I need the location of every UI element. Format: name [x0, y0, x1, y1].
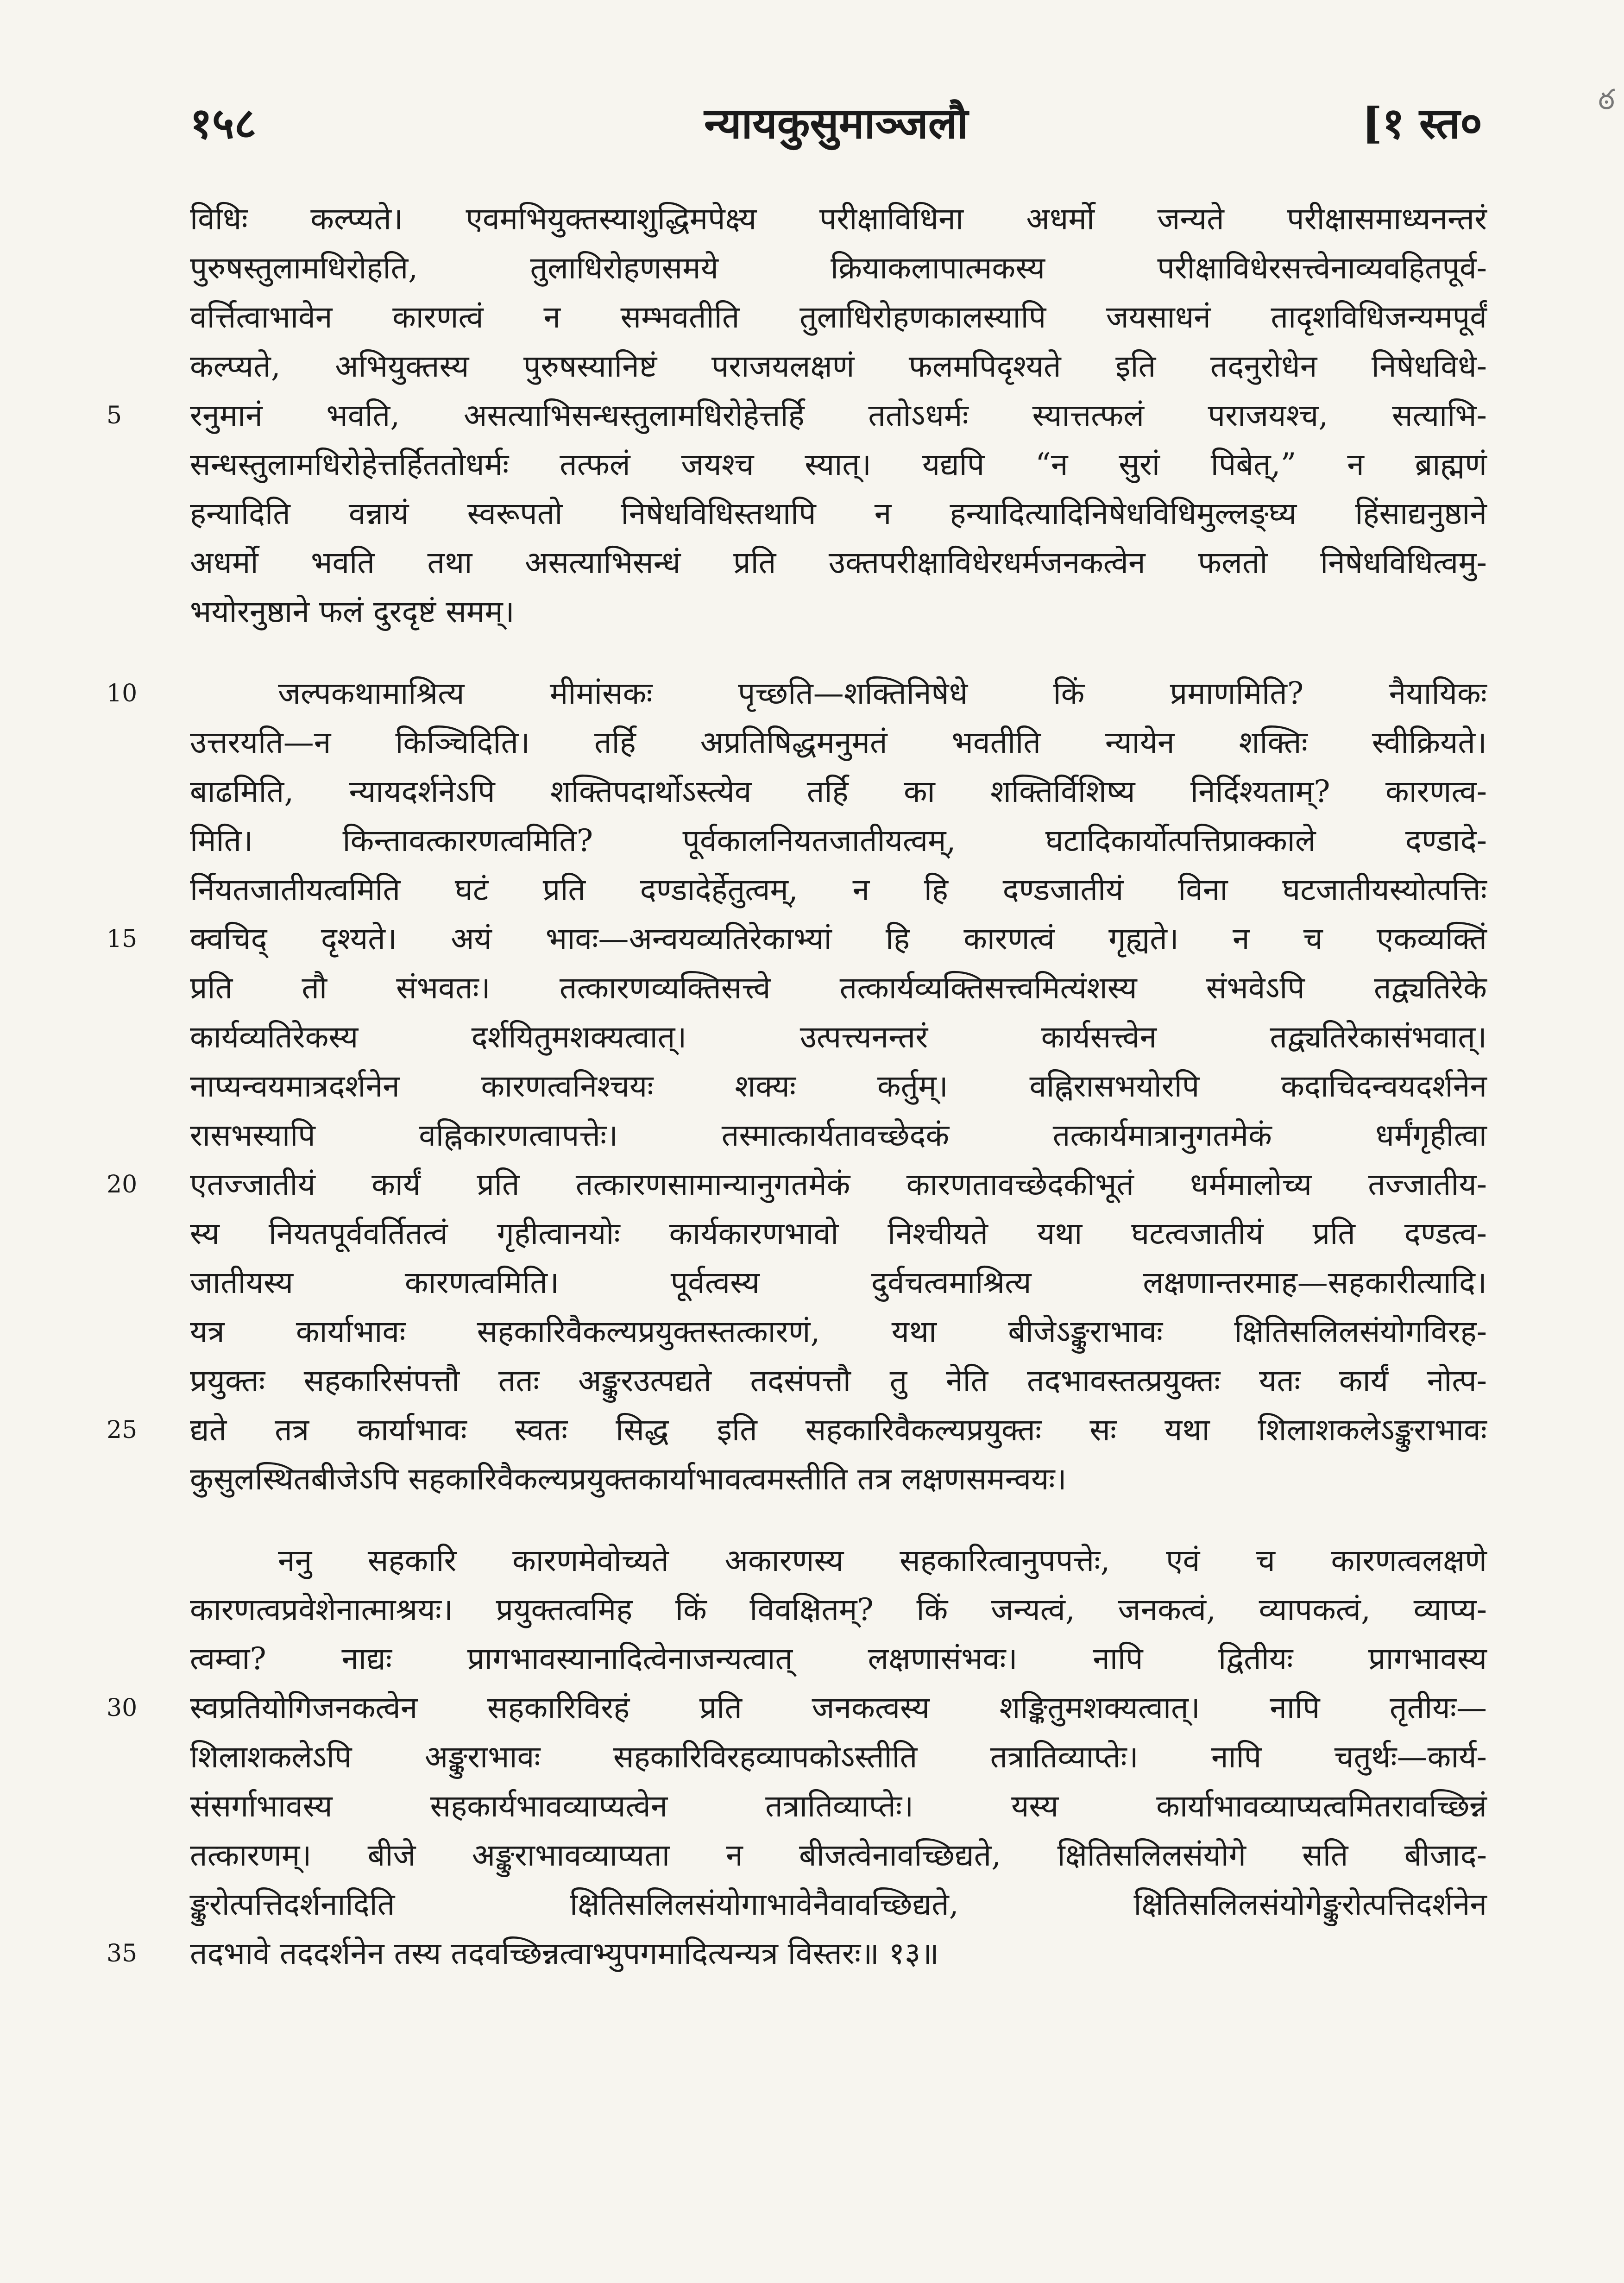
- line-text: प्रति तौ संभवतः। तत्कारणव्यक्तिसत्त्वे तत्कार्यव्यक्तिसत्त्वमित्यंशस्य संभवेऽपि तद्व्यतिरेके: [190, 970, 1487, 1006]
- line-text: हन्यादिति वन्नायं स्वरूपतो निषेधविधिस्तथापि न हन्यादित्यादिनिषेधविधिमुल्लङ्घ्य हिंसाद्यनुष्ठाने: [190, 496, 1487, 531]
- paragraph: [107, 195, 1487, 637]
- line-text: स्य नियतपूर्ववर्तितत्वं गृहीत्वानयोः कार्यकारणभावो निश्चीयते यथा घटत्वजातीयं प्रति दण्डत्व-: [190, 1216, 1487, 1251]
- page-number: १५८: [190, 98, 257, 148]
- line-text: विधिः कल्प्यते। एवमभियुक्तस्याशुद्धिमपेक्ष्य परीक्षाविधिना अधर्मो जन्यते परीक्षासमाध्यनन्तरं: [190, 201, 1487, 237]
- text-line: [190, 1209, 1487, 1258]
- text-line: [107, 669, 1487, 718]
- body-text: [107, 195, 1487, 1978]
- line-text: कल्प्यते, अभियुक्तस्य पुरुषस्यानिष्टं पराजयलक्षणं फलमपिदृश्यते इति तदनुरोधेन निषेधविधे-: [190, 348, 1487, 384]
- text-line: [190, 816, 1487, 865]
- line-text: क्वचिद् दृश्यते। अयं भावः—अन्वयव्यतिरेकाभ्यां हि कारणत्वं गृह्यते। न च एकव्यक्तिं: [190, 921, 1487, 957]
- text-line: [190, 865, 1487, 914]
- text-line: [190, 718, 1487, 767]
- line-number: 30: [107, 1694, 138, 1722]
- line-text: कार्यव्यतिरेकस्य दर्शयितुमशक्यत्वात्। उत्पत्त्यनन्तरं कार्यसत्त्वेन तद्व्यतिरेकासंभवात्।: [190, 1019, 1487, 1055]
- text-line: [190, 587, 1487, 637]
- page-title: न्यायकुसुमाञ्जलौ: [704, 98, 968, 148]
- text-line: [190, 1782, 1487, 1831]
- line-text: मिति। किन्तावत्कारणत्वमिति? पूर्वकालनियतजातीयत्वम्, घटादिकार्योत्पत्तिप्राक्काले दण्डादे-: [190, 823, 1487, 858]
- text-line: [190, 538, 1487, 587]
- line-text: उत्तरयति—न किञ्चिदिति। तर्हि अप्रतिषिद्धमनुमतं भवतीति न्यायेन शक्तिः स्वीक्रियते।: [190, 725, 1487, 760]
- text-line: [190, 440, 1487, 489]
- text-line: [190, 964, 1487, 1013]
- line-text: भयोरनुष्ठाने फलं दुरदृष्टं समम्।: [190, 594, 515, 630]
- line-text: नाप्यन्वयमात्रदर्शनेन कारणत्वनिश्चयः शक्यः कर्तुम्। वह्निरासभयोरपि कदाचिदन्वयदर्शनेन: [190, 1068, 1487, 1104]
- text-line: [190, 767, 1487, 816]
- text-line: [190, 1585, 1487, 1634]
- text-line: [190, 1831, 1487, 1880]
- line-text: द्यते तत्र कार्याभावः स्वतः सिद्ध इति सहकारिवैकल्यप्रयुक्तः सः यथा शिलाशकलेऽङ्कुराभावः: [190, 1412, 1487, 1448]
- line-text: जल्पकथामाश्रित्य मीमांसकः पृच्छति—शक्तिनिषेधे किं प्रमाणमिति? नैयायिकः: [278, 675, 1487, 711]
- margin-mark: ఠ: [1598, 83, 1615, 116]
- text-line: [190, 244, 1487, 293]
- text-line: [190, 195, 1487, 244]
- text-line: [190, 1455, 1487, 1504]
- line-number: 15: [107, 925, 138, 953]
- page-header: [190, 93, 1482, 162]
- line-number: 20: [107, 1171, 138, 1198]
- line-text: पुरुषस्तुलामधिरोहति, तुलाधिरोहणसमये क्रियाकलापात्मकस्य परीक्षाविधेरसत्त्वेनाव्यवहितपूर्व-: [190, 250, 1487, 286]
- text-line: [190, 1634, 1487, 1684]
- line-text: तदभावे तददर्शनेन तस्य तदवच्छिन्नत्वाभ्युपगमादित्यन्यत्र विस्तरः॥ १३॥: [190, 1936, 939, 1971]
- line-text: स्वप्रतियोगिजनकत्वेन सहकारिविरहं प्रति जनकत्वस्य शङ्कितुमशक्यत्वात्। नापि तृतीयः—: [190, 1690, 1487, 1726]
- text-line: [107, 1160, 1487, 1209]
- line-text: संसर्गाभावस्य सहकार्यभावव्याप्यत्वेन तत्रातिव्याप्तेः। यस्य कार्याभावव्याप्यत्वमितरावच्छिन्नं: [190, 1788, 1487, 1824]
- text-line: [190, 1536, 1487, 1585]
- text-line: [190, 1013, 1487, 1062]
- text-line: [190, 1307, 1487, 1356]
- line-text: सन्धस्तुलामधिरोहेत्तर्हिततोधर्मः तत्फलं जयश्च स्यात्। यद्यपि “न सुरां पिबेत्,” न ब्राह्मणं: [190, 447, 1487, 482]
- line-text: तत्कारणम्। बीजे अङ्कुराभावव्याप्यता न बीजत्वेनावच्छिद्यते, क्षितिसलिलसंयोगे सति बीजाद-: [190, 1837, 1487, 1873]
- text-line: [190, 1880, 1487, 1929]
- line-text: त्वम्वा? नाद्यः प्रागभावस्यानादित्वेनाजन्यत्वात् लक्षणासंभवः। नापि द्वितीयः प्रागभावस्य: [190, 1641, 1487, 1677]
- line-text: वर्त्तित्वाभावेन कारणत्वं न सम्भवतीति तुलाधिरोहणकालस्यापि जयसाधनं तादृशविधिजन्यमपूर्वं: [190, 299, 1487, 335]
- text-line: [107, 1929, 1487, 1978]
- line-text: प्रयुक्तः सहकारिसंपत्तौ ततः अङ्कुरउत्पद्यते तदसंपत्तौ तु नेति तदभावस्तत्प्रयुक्तः यतः कार्यं नोत्प-: [190, 1363, 1487, 1399]
- line-text: यत्र कार्याभावः सहकारिवैकल्यप्रयुक्तस्तत्कारणं, यथा बीजेऽङ्कुराभावः क्षितिसलिलसंयोगविरह-: [190, 1314, 1487, 1350]
- text-line: [190, 1733, 1487, 1782]
- section-marker: [१ स्त०: [1362, 98, 1482, 148]
- line-text: ङ्कुरोत्पत्तिदर्शनादिति क्षितिसलिलसंयोगाभावेनैवावच्छिद्यते, क्षितिसलिलसंयोगेङ्कुरोत्पत्तिदर्शनेन: [190, 1886, 1487, 1922]
- line-number: 25: [107, 1416, 138, 1444]
- text-line: [190, 293, 1487, 342]
- text-line: [107, 914, 1487, 964]
- line-text: रनुमानं भवति, असत्याभिसन्धस्तुलामधिरोहेत्तर्हि ततोऽधर्मः स्यात्तत्फलं पराजयश्च, सत्याभि-: [190, 397, 1487, 433]
- paragraph: [107, 669, 1487, 1504]
- line-text: र्नियतजातीयत्वमिति घटं प्रति दण्डादेर्हेतुत्वम्, न हि दण्डजातीयं विना घटजातीयस्योत्पत्तिः: [190, 872, 1487, 908]
- line-text: कुसुलस्थितबीजेऽपि सहकारिवैकल्यप्रयुक्तकार्याभावत्वमस्तीति तत्र लक्षणसमन्वयः।: [190, 1461, 1067, 1497]
- text-line: [190, 342, 1487, 391]
- line-text: बाढमिति, न्यायदर्शनेऽपि शक्तिपदार्थोऽस्त्येव तर्हि का शक्तिर्विशिष्य निर्दिश्यताम्? कारणत्व-: [190, 774, 1487, 809]
- text-line: [107, 391, 1487, 440]
- text-line: [190, 1111, 1487, 1160]
- paragraph-gap: [190, 1504, 1487, 1536]
- line-text: रासभस्यापि वह्निकारणत्वापत्तेः। तस्मात्कार्यतावच्छेदकं तत्कार्यमात्रानुगतमेकं धर्मंगृहीत्वा: [190, 1117, 1487, 1153]
- line-text: अधर्मो भवति तथा असत्याभिसन्धं प्रति उक्तपरीक्षाविधेरधर्मजनकत्वेन फलतो निषेधविधित्वमु-: [190, 545, 1487, 580]
- line-number: 5: [107, 402, 122, 429]
- line-text: शिलाशकलेऽपि अङ्कुराभावः सहकारिविरहव्यापकोऽस्तीति तत्रातिव्याप्तेः। नापि चतुर्थः—कार्य-: [190, 1739, 1487, 1775]
- line-text: एतज्जातीयं कार्यं प्रति तत्कारणसामान्यानुगतमेकं कारणतावच्छेदकीभूतं धर्ममालोच्य तज्जातीय-: [190, 1167, 1487, 1202]
- paragraph-gap: [190, 637, 1487, 669]
- text-line: [190, 489, 1487, 538]
- text-line: [190, 1062, 1487, 1111]
- line-text: कारणत्वप्रवेशेनात्माश्रयः। प्रयुक्तत्वमिह किं विवक्षितम्? किं जन्यत्वं, जनकत्वं, व्यापकत्वं, व्याप्य-: [190, 1592, 1487, 1627]
- text-line: [107, 1684, 1487, 1733]
- line-text: ननु सहकारि कारणमेवोच्यते अकारणस्य सहकारित्वानुपपत्तेः, एवं च कारणत्वलक्षणे: [278, 1543, 1487, 1578]
- text-line: [190, 1356, 1487, 1406]
- line-text: जातीयस्य कारणत्वमिति। पूर्वत्वस्य दुर्वचत्वमाश्रित्य लक्षणान्तरमाह—सहकारीत्यादि।: [190, 1265, 1487, 1300]
- line-number: 10: [107, 680, 138, 707]
- text-line: [190, 1258, 1487, 1307]
- line-number: 35: [107, 1940, 138, 1968]
- text-line: [107, 1406, 1487, 1455]
- paragraph: [107, 1536, 1487, 1978]
